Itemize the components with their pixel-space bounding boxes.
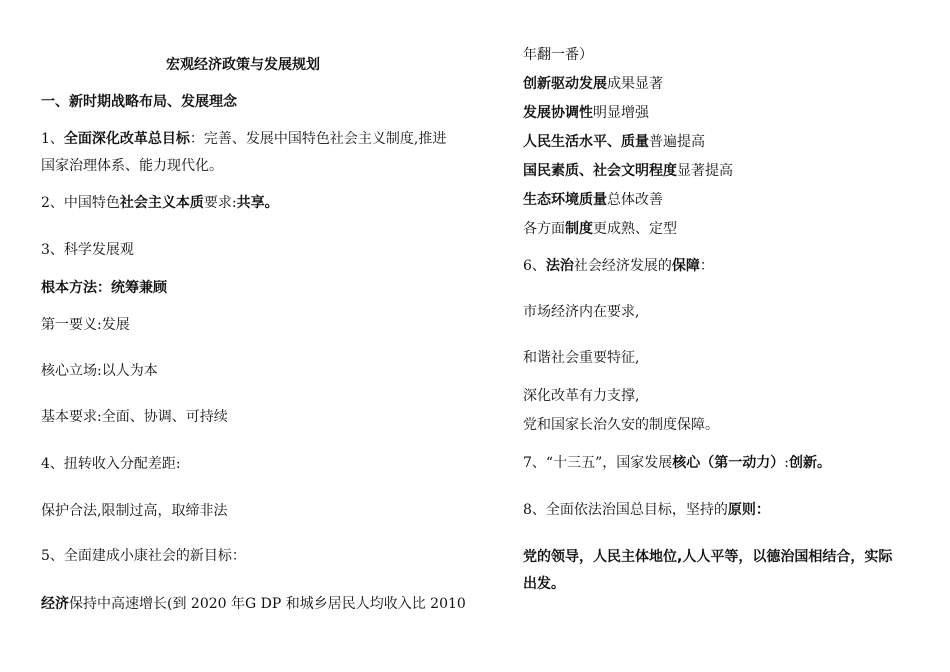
item-5: 5、全面建成小康社会的新目标： (41, 548, 246, 564)
item-8-principle: 原则： (727, 502, 770, 518)
goal-coordination (523, 104, 649, 122)
item-1-bold: 全面深化改革总目标 (63, 131, 190, 147)
goal-institutions-rest: 更成熟、定型 (593, 221, 677, 237)
item-7 (523, 454, 831, 472)
principles-line-2: 出发。 (523, 576, 565, 592)
item-4: 4、扭转收入分配差距: (41, 456, 181, 472)
goal-innovation (523, 75, 663, 93)
item-6 (523, 257, 714, 275)
core-stance: 核心立场:以人为本 (41, 363, 158, 379)
item-1-line2: 国家治理体系、能力现代化。 (41, 158, 223, 174)
item-2-bold2: 共享。 (236, 195, 279, 211)
rule-of-law-1: 市场经济内在要求, (523, 304, 640, 320)
item-2-prefix: 2、中国特色 (41, 195, 120, 211)
rule-of-law-2: 和谐社会重要特征, (523, 350, 640, 366)
goal-living (523, 133, 705, 151)
rule-of-law-4: 党和国家长治久安的制度保障。 (523, 417, 719, 433)
method-line: 根本方法：统筹兼顾 (41, 280, 167, 296)
item-6-bold: 法治 (545, 258, 574, 274)
goal-innovation-bold: 创新驱动发展 (523, 76, 607, 92)
first-priority: 第一要义:发展 (41, 317, 130, 333)
continuation-line: 年翻一番） (523, 47, 593, 63)
item-2-mid: 要求: (203, 195, 237, 211)
goal-institutions-pre: 各方面 (523, 221, 565, 237)
goal-ecology-bold: 生态环境质量 (523, 192, 607, 208)
goal-civilization-rest: 显著提高 (677, 163, 733, 179)
item-7-a: 7、“十三五”，国家发展 (523, 455, 673, 471)
goal-innovation-rest: 成果显著 (607, 76, 663, 92)
principles-line-1: 党的领导，人民主体地位,人人平等，以德治国相结合，实际 (523, 549, 893, 565)
item-6-bold2: 保障 (671, 258, 700, 274)
item-6-mid: 社会经济发展的 (573, 258, 672, 274)
item-2 (41, 194, 279, 212)
item-3: 3、科学发展观 (41, 242, 134, 258)
goal-coordination-rest: 明显增强 (593, 105, 649, 121)
item-8-a: 8、全面依法治国总目标，坚持的 (523, 502, 728, 518)
goal-civilization-bold: 国民素质、社会文明程度 (523, 163, 677, 179)
document-title: 宏观经济政策与发展规划 (166, 57, 320, 73)
item-2-bold: 社会主义本质 (119, 195, 204, 211)
item-7-innovation: 创新。 (788, 455, 831, 471)
goal-institutions (523, 220, 677, 238)
item-7-colon: : (784, 455, 789, 471)
economy-rest: 保持中高速增长(到 2020 年G DP 和城乡居民人均收入比 2010 (69, 596, 466, 612)
protect-line: 保护合法,限制过高，取缔非法 (41, 503, 228, 519)
goal-ecology-rest: 总体改善 (607, 192, 663, 208)
goal-ecology (523, 191, 663, 209)
item-6-pre: 6、 (523, 258, 546, 274)
item-1-rest: ：完善、发展中国特色社会主义制度,推进 (189, 131, 447, 147)
item-1-prefix: 1、 (41, 131, 64, 147)
goal-living-bold: 人民生活水平、质量 (523, 134, 649, 150)
basic-requirement: 基本要求:全面、协调、可持续 (41, 409, 228, 425)
economy-line (41, 595, 466, 613)
section-heading-1: 一、新时期战略布局、发展理念 (41, 94, 237, 110)
item-8 (523, 501, 770, 519)
rule-of-law-3: 深化改革有力支撑, (523, 388, 640, 404)
item-7-core: 核心（第一动力） (672, 455, 785, 471)
goal-living-rest: 普遍提高 (649, 134, 705, 150)
economy-bold: 经济 (41, 596, 69, 612)
goal-institutions-bold: 制度 (565, 221, 593, 237)
item-1 (41, 130, 446, 148)
goal-coordination-bold: 发展协调性 (523, 105, 593, 121)
goal-civilization (523, 162, 733, 180)
item-6-end: ： (699, 258, 714, 274)
